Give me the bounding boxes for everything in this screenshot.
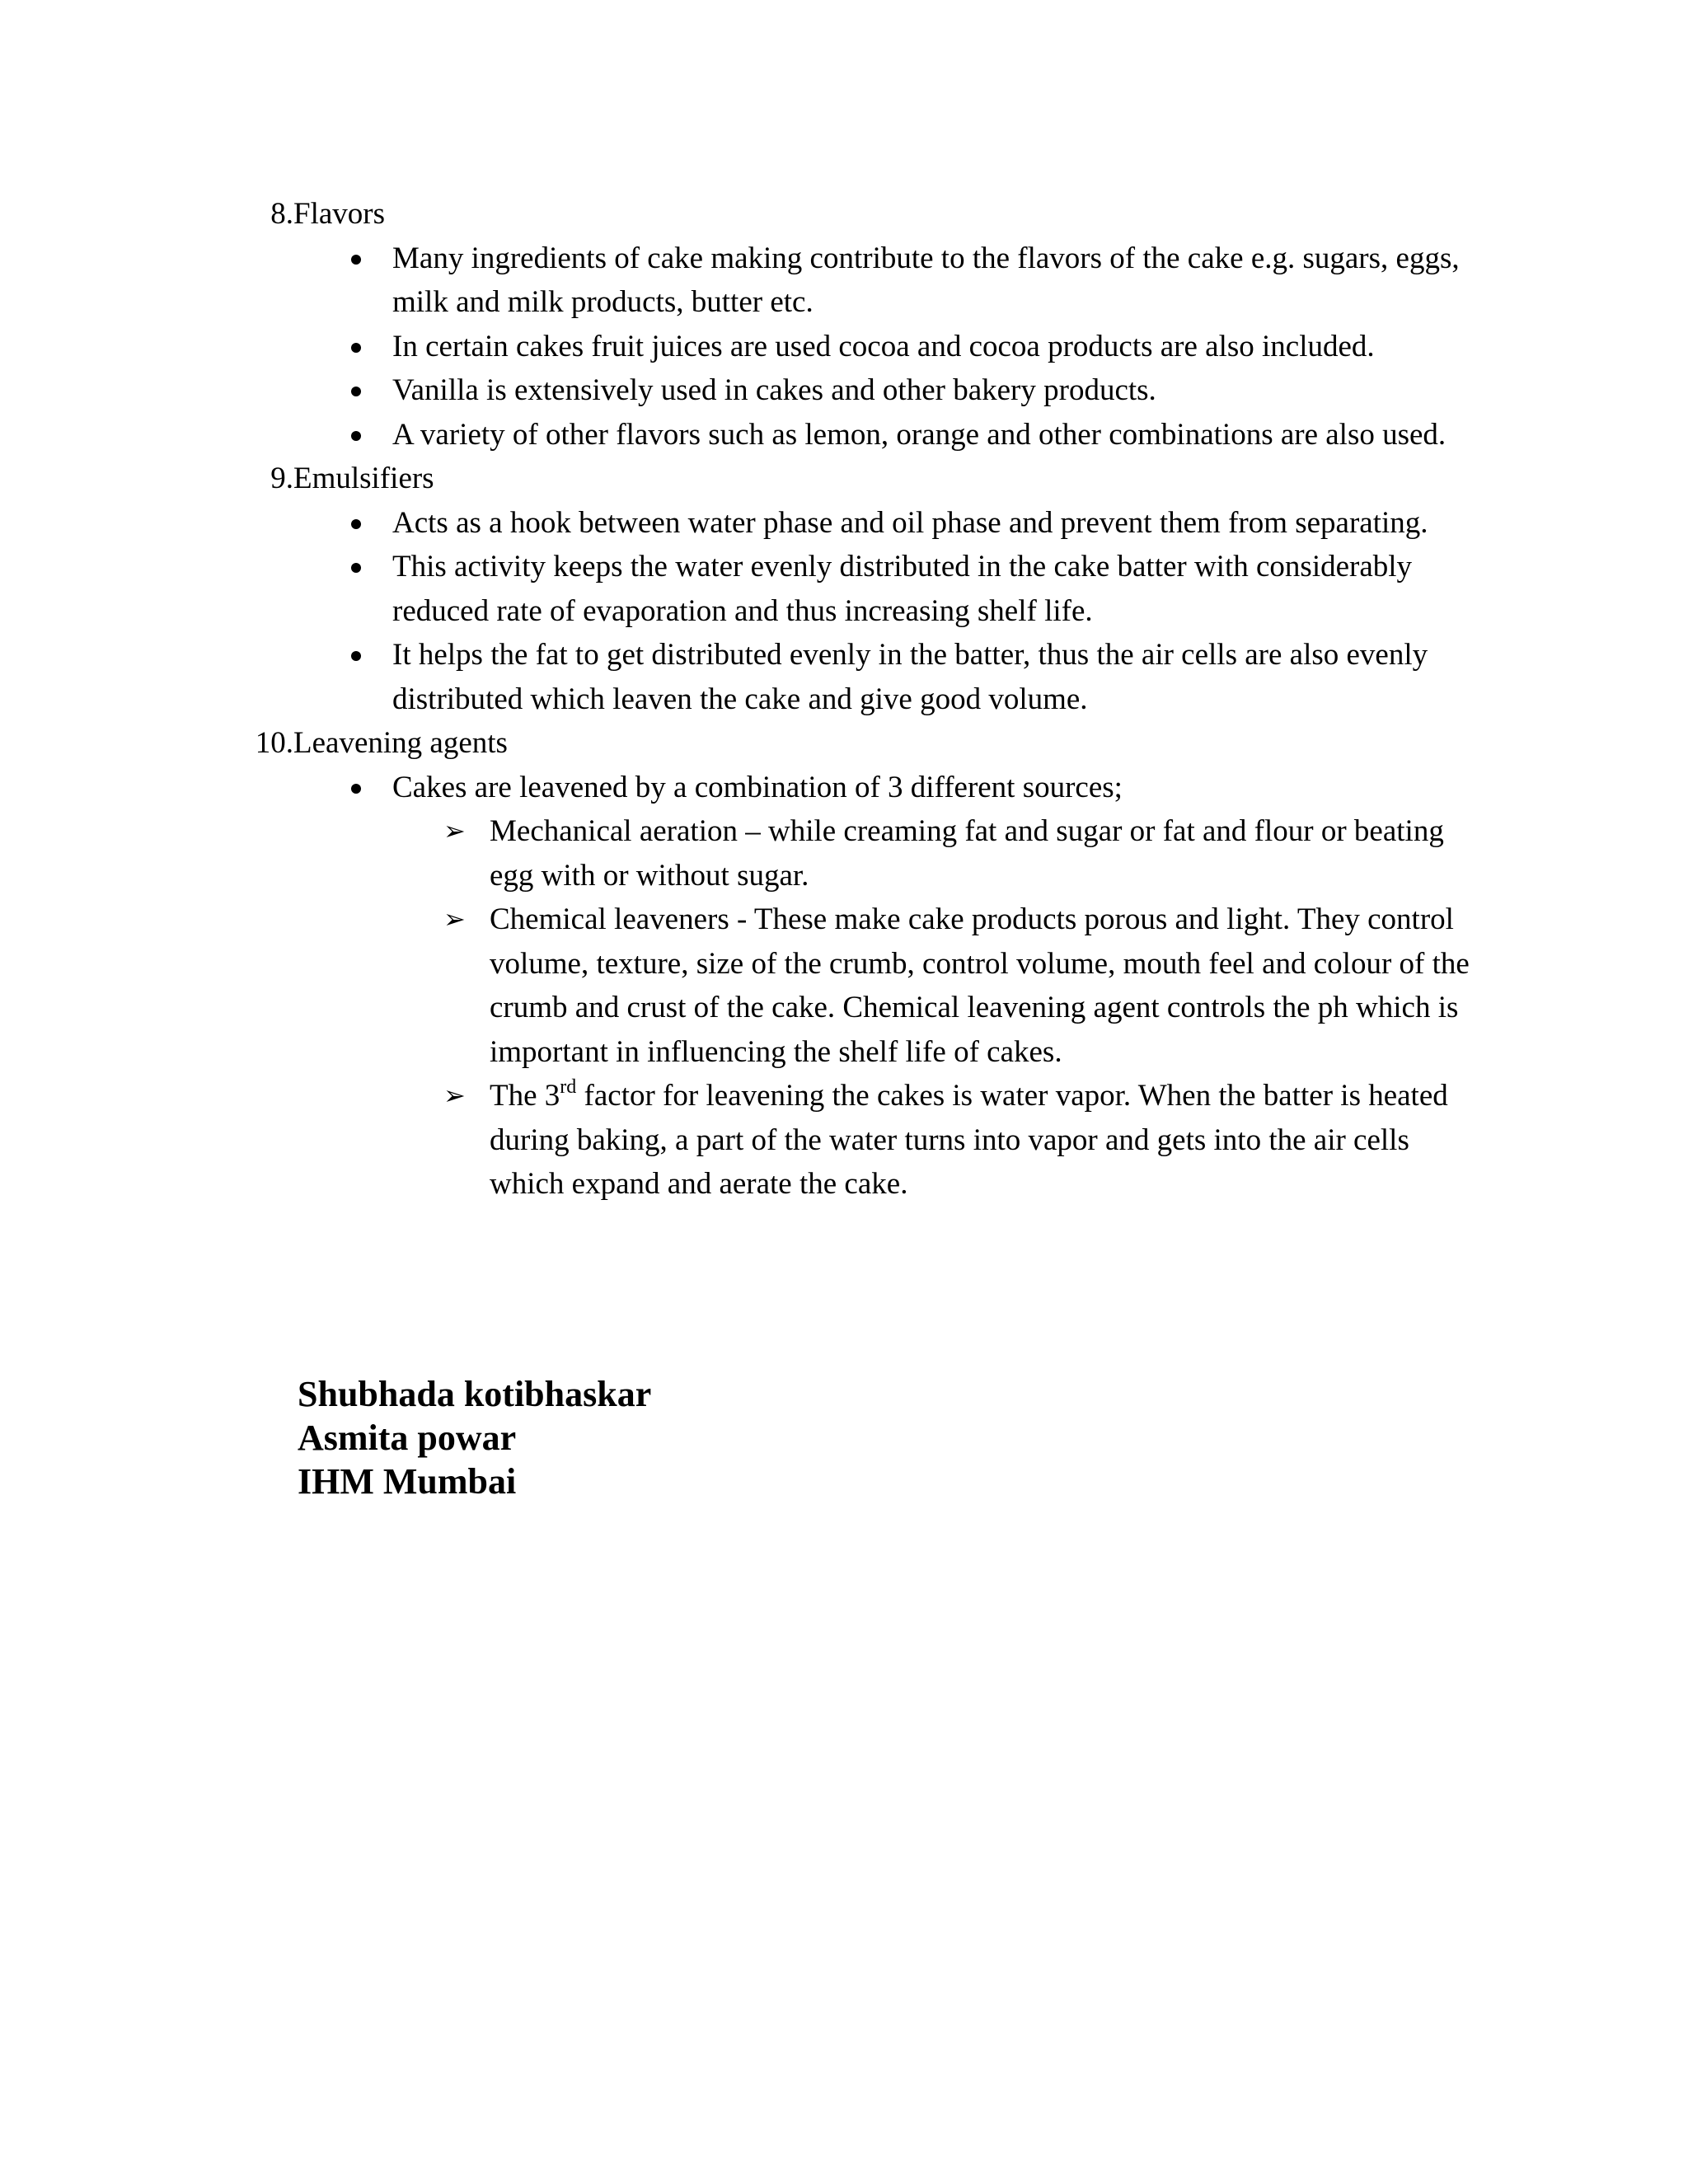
superscript: rd [560, 1076, 577, 1098]
list-item-text: Vanilla is extensively used in cakes and other bakery products. [392, 373, 1156, 407]
list-item [443, 898, 1480, 1074]
flavors-bullet-list [244, 237, 1480, 457]
list-item-text: This activity keeps the water evenly distributed in the cake batter with considerably reduced rate of evaporation and thus increasing shelf life. [392, 550, 1413, 628]
author-name: Asmita powar [298, 1418, 517, 1458]
section-number: 8. [270, 197, 293, 231]
institution-name: IHM Mumbai [298, 1461, 517, 1502]
list-item [392, 368, 1480, 413]
emulsifiers-bullet-list [244, 501, 1480, 722]
section-number: 10. [255, 726, 293, 760]
list-item [392, 325, 1480, 369]
section-heading-leavening [244, 721, 1480, 766]
bullet-icon [351, 343, 361, 353]
bullet-icon [351, 784, 361, 794]
bullet-icon [351, 431, 361, 441]
bullet-icon [351, 387, 361, 396]
document-body [244, 192, 1480, 1207]
bullet-icon [351, 255, 361, 265]
author-block [298, 1372, 651, 1503]
list-item-text: A variety of other flavors such as lemon, orange and other combinations are also used. [392, 417, 1447, 452]
leavening-sources-list [392, 809, 1480, 1207]
list-item-text: Acts as a hook between water phase and oil phase and prevent them from separating. [392, 505, 1428, 540]
section-heading-flavors [244, 192, 1480, 237]
list-item-text: It helps the fat to get distributed evenly in the batter, thus the air cells are also evenly distributed which leaven the cake and give good volume. [392, 638, 1428, 716]
leavening-bullet-list [244, 766, 1480, 1207]
arrow-bullet-icon: ➢ [443, 903, 466, 935]
list-item-text: Mechanical aeration – while creaming fat and sugar or fat and flour or beating egg with or without sugar. [490, 814, 1444, 893]
list-item [392, 633, 1480, 721]
bullet-icon [351, 651, 361, 661]
section-title: Emulsifiers [293, 462, 434, 495]
list-item [392, 766, 1480, 1207]
list-item [392, 545, 1480, 633]
section-title: Leavening agents [293, 726, 508, 760]
list-item [392, 237, 1480, 325]
section-title: Flavors [293, 197, 385, 231]
list-item-text: factor for leavening the cakes is water vapor. When the batter is heated during baking, a part of the water turns into vapor and gets into the air cells which expand and aerate the cake. [490, 1079, 1448, 1201]
list-item-text: Cakes are leavened by a combination of 3 different sources; [392, 770, 1123, 804]
section-heading-emulsifiers [244, 457, 1480, 501]
bullet-icon [351, 563, 361, 573]
list-item-text: Chemical leaveners - These make cake products porous and light. They control volume, texture, size of the crumb, control volume, mouth feel and colour of the crumb and crust of the cake. Chemical leavening agent controls the ph which is important in influencing the shelf life of cakes. [490, 902, 1470, 1069]
list-item [443, 809, 1480, 898]
arrow-bullet-icon: ➢ [443, 1080, 466, 1111]
list-item [392, 413, 1480, 457]
list-item-text: Many ingredients of cake making contribute to the flavors of the cake e.g. sugars, eggs, milk and milk products, butter etc. [392, 241, 1460, 319]
bullet-icon [351, 519, 361, 529]
list-item-text: The 3 [490, 1079, 560, 1113]
list-item-text: In certain cakes fruit juices are used cocoa and cocoa products are also included. [392, 329, 1375, 363]
section-number: 9. [270, 462, 293, 495]
list-item [443, 1074, 1480, 1207]
arrow-bullet-icon: ➢ [443, 815, 466, 846]
list-item [392, 501, 1480, 546]
author-name: Shubhada kotibhaskar [298, 1374, 652, 1414]
